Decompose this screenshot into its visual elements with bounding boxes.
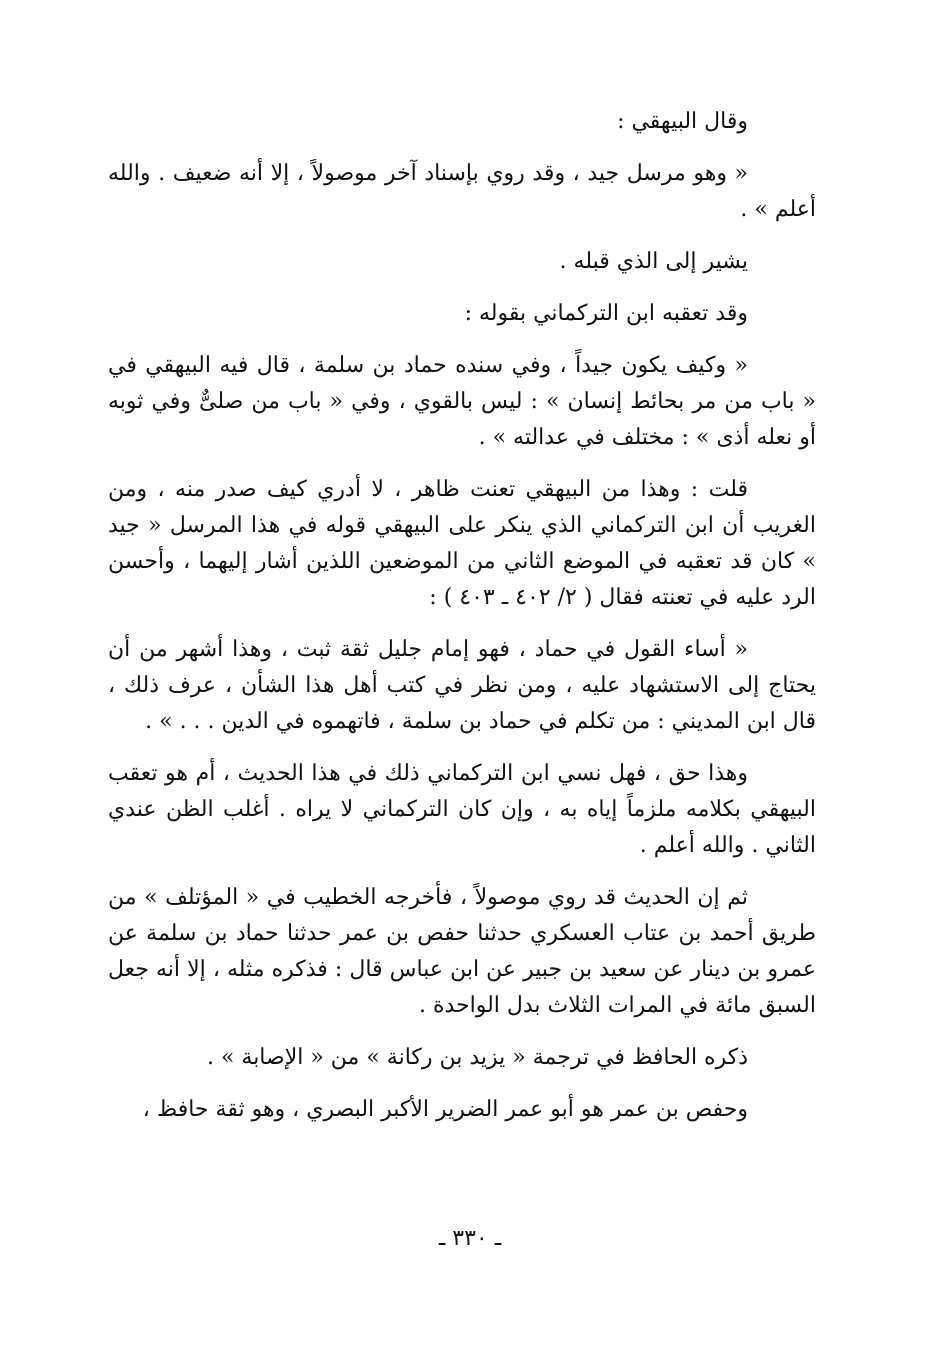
paragraph: وهذا حق ، فهل نسي ابن التركماني ذلك في هذا الحديث ، أم هو تعقب البيهقي بكلامه ملزماً إياه به ، وإن كان التركماني لا يراه . أغلب الظن عندي الثاني . والله أعلم . [108,761,816,858]
quote-paragraph: « وكيف يكون جيداً ، وفي سنده حماد بن سلمة ، قال فيه البيهقي في « باب من مر بحائط إنسان » : ليس بالقوي ، وفي « باب من صلىٌّ وفي ثوبه أو نعله أذى » : مختلف في عدالته » . [108,353,816,450]
body-text [108,104,816,1144]
paragraph: يشير إلى الذي قبله . [559,249,748,274]
paragraph: ثم إن الحديث قد روي موصولاً ، فأخرجه الخطيب في « المؤتلف » من طريق أحمد بن عتاب العسكري حدثنا حفص بن عمر حدثنا حماد بن سلمة عن عمرو بن دينار عن سعيد بن جبير عن ابن عباس قال : فذكره مثله ، إلا أنه جعل السبق مائة في المرات الثلاث بدل الواحدة . [108,885,816,1018]
quote-paragraph: « وهو مرسل جيد ، وقد روي بإسناد آخر موصولاً ، إلا أنه ضعيف . والله أعلم » . [108,161,816,222]
paragraph: وقد تعقبه ابن التركماني بقوله : [464,301,748,326]
paragraph: وقال البيهقي : [617,109,748,134]
paragraph: وحفص بن عمر هو أبو عمر الضرير الأكبر البصري ، وهو ثقة حافظ ، [142,1097,748,1122]
quote-paragraph: « أساء القول في حماد ، فهو إمام جليل ثقة ثبت ، وهذا أشهر من أن يحتاج إلى الاستشهاد عليه ، ومن نظر في كتب أهل هذا الشأن ، عرف ذلك ، قال ابن المديني : من تكلم في حماد بن سلمة ، فاتهموه في الدين . . . » . [108,637,816,734]
paragraph: ذكره الحافظ في ترجمة « يزيد بن ركانة » من « الإصابة » . [206,1045,748,1070]
paragraph: قلت : وهذا من البيهقي تعنت ظاهر ، لا أدري كيف صدر منه ، ومن الغريب أن ابن التركماني الذي ينكر على البيهقي قوله في هذا المرسل « جيد » كان قد تعقبه في الموضع الثاني من الموضعين اللذين أشار إليهما ، وأحسن الرد عليه في تعنته فقال ( ٢/ ٤٠٢ ـ ٤٠٣ ) : [108,477,816,610]
page-number: ـ ٣٣٠ ـ [438,1226,502,1251]
